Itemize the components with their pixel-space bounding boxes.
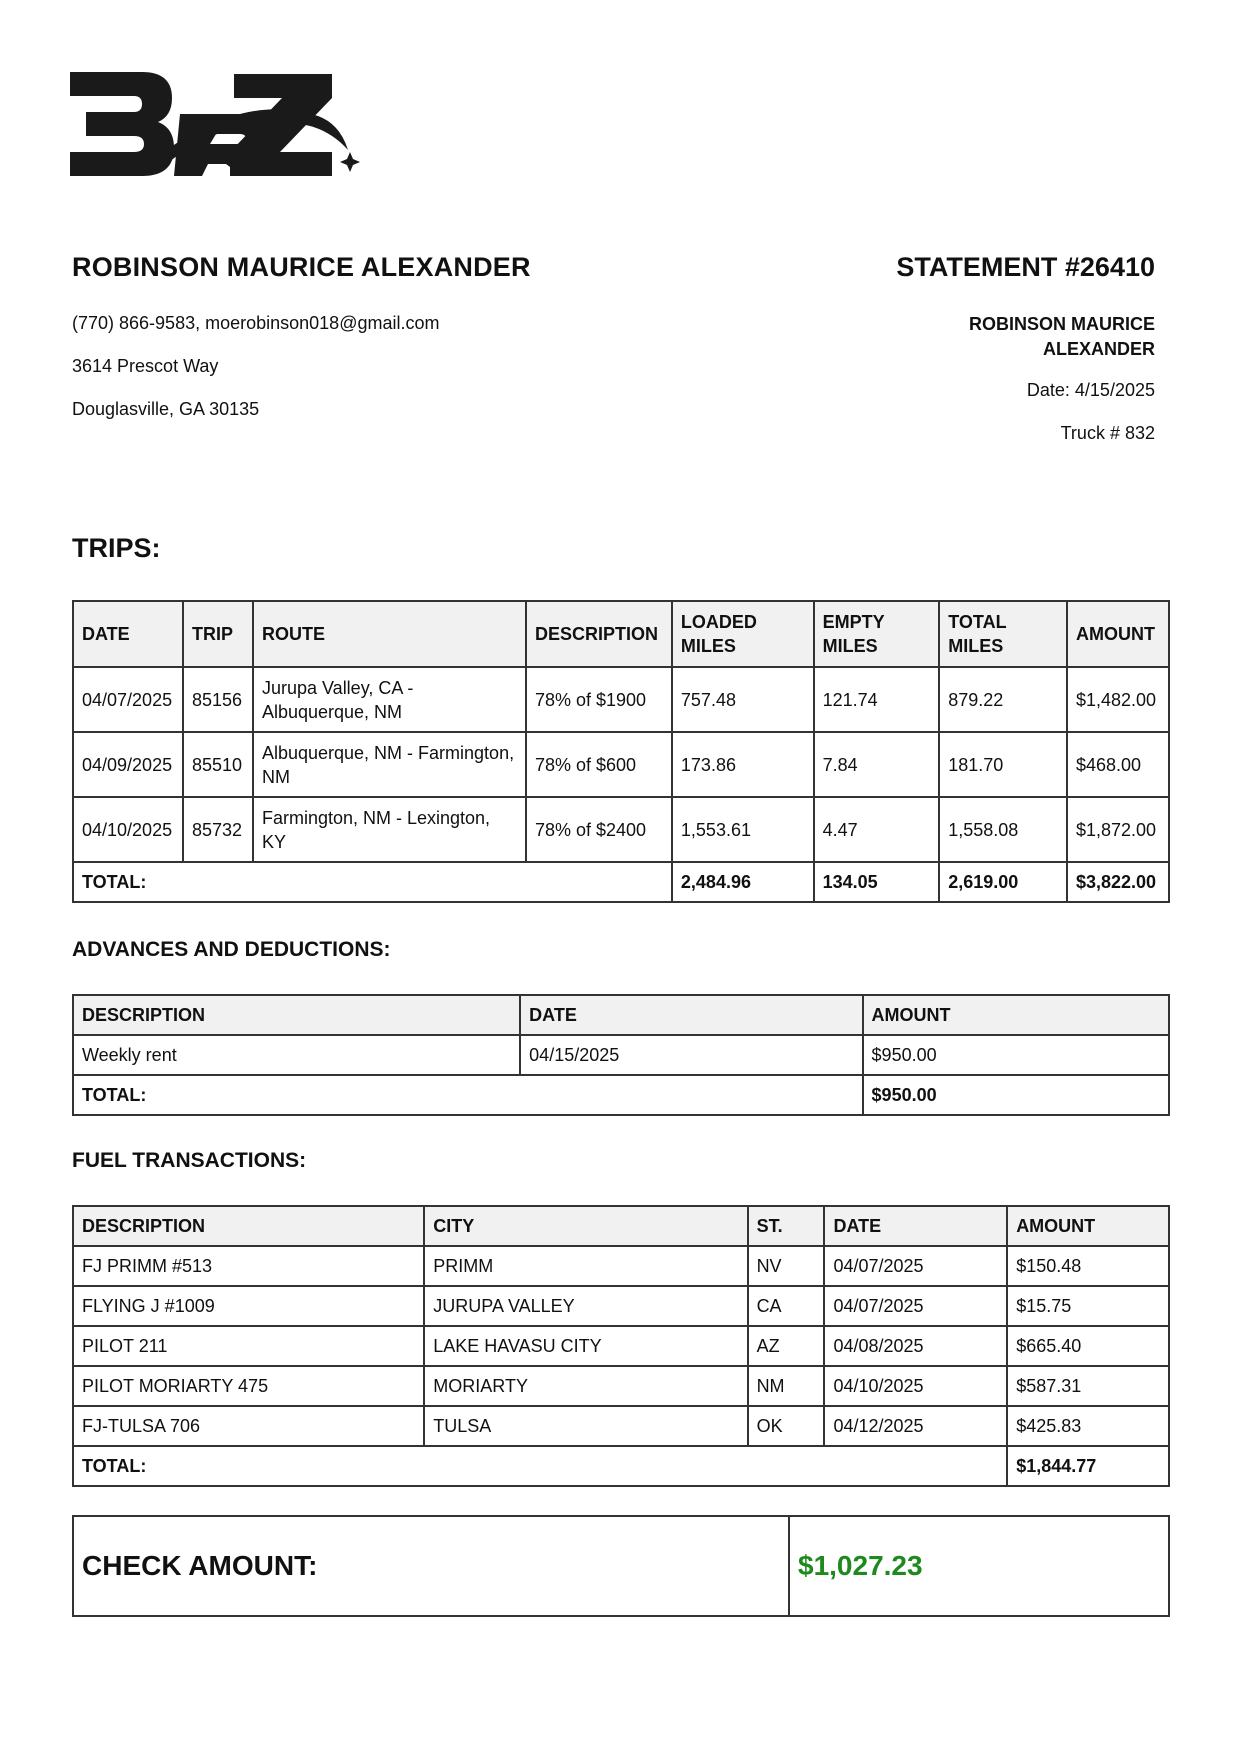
table-cell: 78% of $2400	[526, 797, 672, 862]
column-header: TRIP	[183, 601, 253, 667]
table-cell: $665.40	[1007, 1326, 1169, 1366]
table-cell: $15.75	[1007, 1286, 1169, 1326]
total-label: TOTAL:	[73, 862, 672, 902]
table-cell: 121.74	[814, 667, 940, 732]
column-header: LOADED MILES	[672, 601, 814, 667]
statement-info	[895, 312, 1155, 465]
check-amount-value: $1,027.23	[798, 1550, 923, 1581]
table-cell: 7.84	[814, 732, 940, 797]
column-header: DATE	[73, 601, 183, 667]
table-cell: $950.00	[863, 1035, 1169, 1075]
table-cell: OK	[748, 1406, 825, 1446]
table-row	[73, 667, 1169, 732]
advances-table	[72, 994, 1170, 1116]
table-cell: PILOT MORIARTY 475	[73, 1366, 424, 1406]
table-cell: 04/12/2025	[824, 1406, 1007, 1446]
table-cell: FJ-TULSA 706	[73, 1406, 424, 1446]
table-cell: 04/10/2025	[824, 1366, 1007, 1406]
table-cell: 757.48	[672, 667, 814, 732]
column-header: DATE	[824, 1206, 1007, 1246]
check-amount-label: CHECK AMOUNT:	[74, 1517, 790, 1615]
column-header: DESCRIPTION	[73, 995, 520, 1035]
table-cell: Albuquerque, NM - Farmington, NM	[253, 732, 526, 797]
company-logo	[70, 72, 390, 197]
column-header: CITY	[424, 1206, 747, 1246]
column-header: DESCRIPTION	[526, 601, 672, 667]
table-cell: $468.00	[1067, 732, 1169, 797]
driver-contact: (770) 866-9583, moerobinson018@gmail.com	[72, 313, 440, 333]
total-amount: $1,844.77	[1007, 1446, 1169, 1486]
table-header-row	[73, 601, 1169, 667]
table-cell: 181.70	[939, 732, 1067, 797]
statement-date: Date: 4/15/2025	[1026, 380, 1155, 400]
table-cell: 04/07/2025	[824, 1286, 1007, 1326]
driver-address-line2: Douglasville, GA 30135	[72, 399, 260, 419]
table-row	[73, 1406, 1169, 1446]
total-row	[73, 1446, 1169, 1486]
table-cell: 04/10/2025	[73, 797, 183, 862]
total-row	[73, 1075, 1169, 1115]
table-cell: 173.86	[672, 732, 814, 797]
statement-number: STATEMENT #26410	[896, 252, 1155, 282]
check-amount-box	[72, 1515, 1170, 1617]
column-header: ST.	[748, 1206, 825, 1246]
table-cell: NV	[748, 1246, 825, 1286]
table-cell: NM	[748, 1366, 825, 1406]
table-cell: LAKE HAVASU CITY	[424, 1326, 747, 1366]
fuel-table	[72, 1205, 1170, 1487]
table-cell: 78% of $600	[526, 732, 672, 797]
table-cell: 04/08/2025	[824, 1326, 1007, 1366]
column-header: TOTAL MILES	[939, 601, 1067, 667]
table-cell: 85156	[183, 667, 253, 732]
table-row	[73, 1326, 1169, 1366]
column-header: AMOUNT	[1067, 601, 1169, 667]
total-row	[73, 862, 1169, 902]
table-cell: Farmington, NM - Lexington, KY	[253, 797, 526, 862]
trips-table	[72, 600, 1170, 903]
table-cell: CA	[748, 1286, 825, 1326]
table-cell: $1,872.00	[1067, 797, 1169, 862]
total-miles: 2,619.00	[939, 862, 1067, 902]
table-cell: 85510	[183, 732, 253, 797]
table-cell: Weekly rent	[73, 1035, 520, 1075]
total-label: TOTAL:	[73, 1075, 863, 1115]
trips-title: TRIPS:	[72, 533, 161, 563]
fuel-title: FUEL TRANSACTIONS:	[72, 1149, 307, 1172]
table-cell: 04/07/2025	[824, 1246, 1007, 1286]
table-cell: PILOT 211	[73, 1326, 424, 1366]
total-label: TOTAL:	[73, 1446, 1007, 1486]
table-row	[73, 1286, 1169, 1326]
table-cell: 879.22	[939, 667, 1067, 732]
total-loaded-miles: 2,484.96	[672, 862, 814, 902]
total-amount: $950.00	[863, 1075, 1169, 1115]
table-cell: AZ	[748, 1326, 825, 1366]
table-cell: 85732	[183, 797, 253, 862]
table-cell: TULSA	[424, 1406, 747, 1446]
table-row	[73, 1246, 1169, 1286]
table-row	[73, 732, 1169, 797]
table-cell: FJ PRIMM #513	[73, 1246, 424, 1286]
table-cell: 4.47	[814, 797, 940, 862]
table-row	[73, 797, 1169, 862]
table-cell: MORIARTY	[424, 1366, 747, 1406]
statement-payee-name: ROBINSON MAURICE ALEXANDER	[968, 314, 1155, 359]
table-row	[73, 1035, 1169, 1075]
table-cell: PRIMM	[424, 1246, 747, 1286]
table-cell: $587.31	[1007, 1366, 1169, 1406]
column-header: DATE	[520, 995, 862, 1035]
table-cell: FLYING J #1009	[73, 1286, 424, 1326]
truck-number: Truck # 832	[1060, 423, 1155, 443]
driver-address-line1: 3614 Prescot Way	[72, 356, 219, 376]
table-header-row	[73, 995, 1169, 1035]
table-cell: JURUPA VALLEY	[424, 1286, 747, 1326]
driver-name: ROBINSON MAURICE ALEXANDER	[72, 252, 531, 282]
advances-title: ADVANCES AND DEDUCTIONS:	[72, 938, 391, 961]
table-cell: $150.48	[1007, 1246, 1169, 1286]
table-cell: 04/15/2025	[520, 1035, 862, 1075]
table-cell: 1,553.61	[672, 797, 814, 862]
total-empty-miles: 134.05	[814, 862, 940, 902]
table-cell: 1,558.08	[939, 797, 1067, 862]
table-cell: $425.83	[1007, 1406, 1169, 1446]
column-header: AMOUNT	[863, 995, 1169, 1035]
table-cell: 04/09/2025	[73, 732, 183, 797]
column-header: AMOUNT	[1007, 1206, 1169, 1246]
total-amount: $3,822.00	[1067, 862, 1169, 902]
column-header: EMPTY MILES	[814, 601, 940, 667]
column-header: ROUTE	[253, 601, 526, 667]
table-cell: Jurupa Valley, CA - Albuquerque, NM	[253, 667, 526, 732]
table-cell: 04/07/2025	[73, 667, 183, 732]
table-row	[73, 1366, 1169, 1406]
table-header-row	[73, 1206, 1169, 1246]
table-cell: $1,482.00	[1067, 667, 1169, 732]
column-header: DESCRIPTION	[73, 1206, 424, 1246]
table-cell: 78% of $1900	[526, 667, 672, 732]
